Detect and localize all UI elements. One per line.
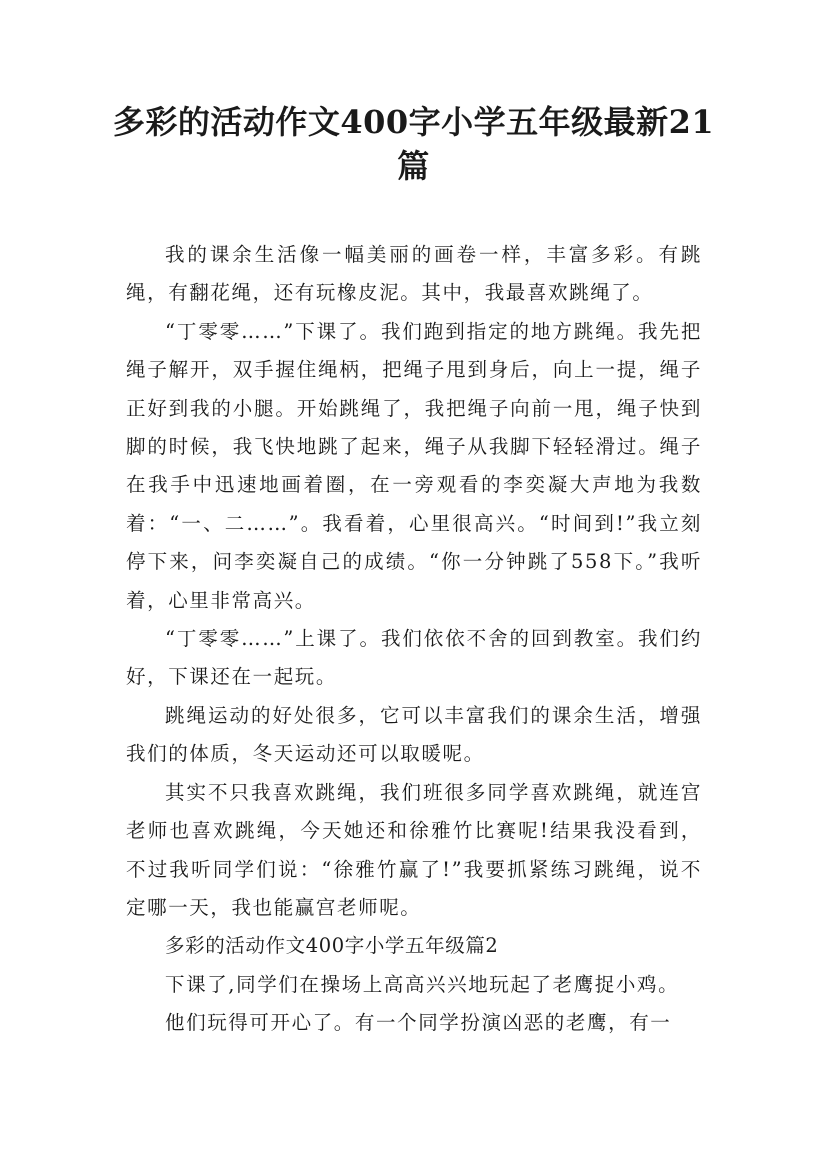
section-heading-2: 多彩的活动作文400字小学五年级篇2 — [165, 934, 499, 958]
document-title: 多彩的活动作文400字小学五年级最新21篇 — [112, 103, 715, 185]
paragraph-7: 他们玩得可开心了。有一个同学扮演凶恶的老鹰，有一 — [165, 1011, 672, 1035]
paragraph-5: 其实不只我喜欢跳绳，我们班很多同学喜欢跳绳，就连宫老师也喜欢跳绳，今天她还和徐雅竹比赛呢!结果我没看到，不过我听同学们说：“徐雅竹赢了!”我要抓紧练习跳绳，说不定哪一天，我也能赢宫老师呢。 — [126, 780, 702, 919]
paragraph-1: 我的课余生活像一幅美丽的画卷一样，丰富多彩。有跳绳，有翻花绳，还有玩橡皮泥。其中，我最喜欢跳绳了。 — [126, 243, 702, 305]
document-body — [126, 236, 702, 1043]
paragraph-3: “丁零零……”上课了。我们依依不舍的回到教室。我们约好，下课还在一起玩。 — [126, 627, 702, 689]
paragraph-4: 跳绳运动的好处很多，它可以丰富我们的课余生活，增强我们的体质，冬天运动还可以取暖呢。 — [126, 703, 702, 766]
paragraph-6: 下课了,同学们在操场上高高兴兴地玩起了老鹰捉小鸡。 — [165, 972, 680, 996]
paragraph-2: “丁零零……”下课了。我们跑到指定的地方跳绳。我先把绳子解开，双手握住绳柄，把绳子甩到身后，向上一提，绳子正好到我的小腿。开始跳绳了，我把绳子向前一甩，绳子快到脚的时候，我飞快地跳了起来，绳子从我脚下轻轻滑过。绳子在我手中迅速地画着圈，在一旁观看的李奕凝大声地为我数着：“一、二……”。我看着，心里很高兴。“时间到!”我立刻停下来，问李奕凝自己的成绩。“你一分钟跳了558下。”我听着，心里非常高兴。 — [126, 319, 702, 612]
